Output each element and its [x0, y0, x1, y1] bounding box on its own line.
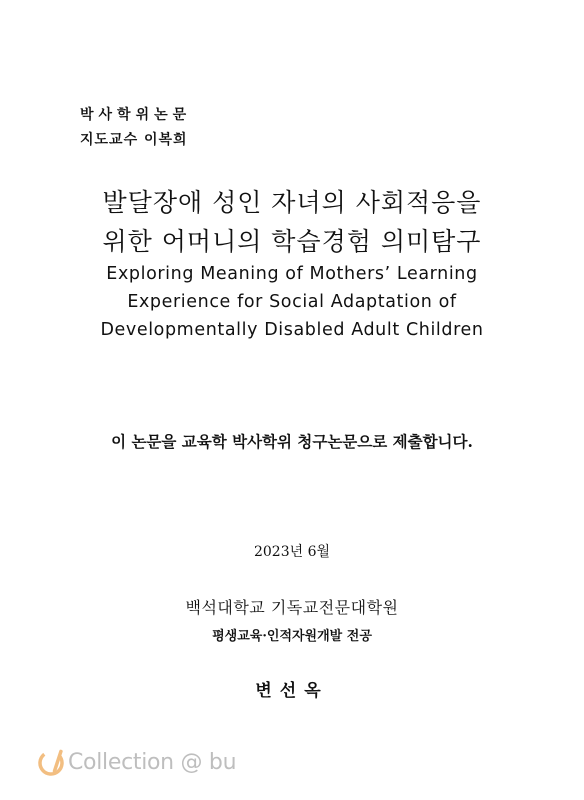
- submission-date: 2023년 6월: [253, 544, 331, 560]
- english-title-line-3: Developmentally Disabled Adult Children: [100, 320, 484, 340]
- major-name: 평생교육·인적자원개발 전공: [212, 629, 372, 644]
- korean-title-line-2: 위한 어머니의 학습경험 의미탐구: [102, 227, 482, 256]
- dcollection-logo-icon: [36, 747, 66, 777]
- watermark-text: Collection @ bu: [68, 749, 237, 775]
- degree-label: 박사학위논문: [80, 107, 192, 123]
- submission-statement: 이 논문을 교육학 박사학위 청구논문으로 제출합니다.: [111, 432, 473, 451]
- university-name: 백석대학교 기독교전문대학원: [185, 598, 399, 617]
- dcollection-watermark: [36, 742, 236, 782]
- advisor-label: 지도교수 이복희: [80, 132, 188, 148]
- english-title-line-1: Exploring Meaning of Mothers’ Learning: [106, 264, 478, 284]
- korean-title-line-1: 발달장애 성인 자녀의 사회적응을: [102, 188, 482, 217]
- author-name: 변선옥: [255, 681, 329, 701]
- english-title-line-2: Experience for Social Adaptation of: [127, 292, 457, 312]
